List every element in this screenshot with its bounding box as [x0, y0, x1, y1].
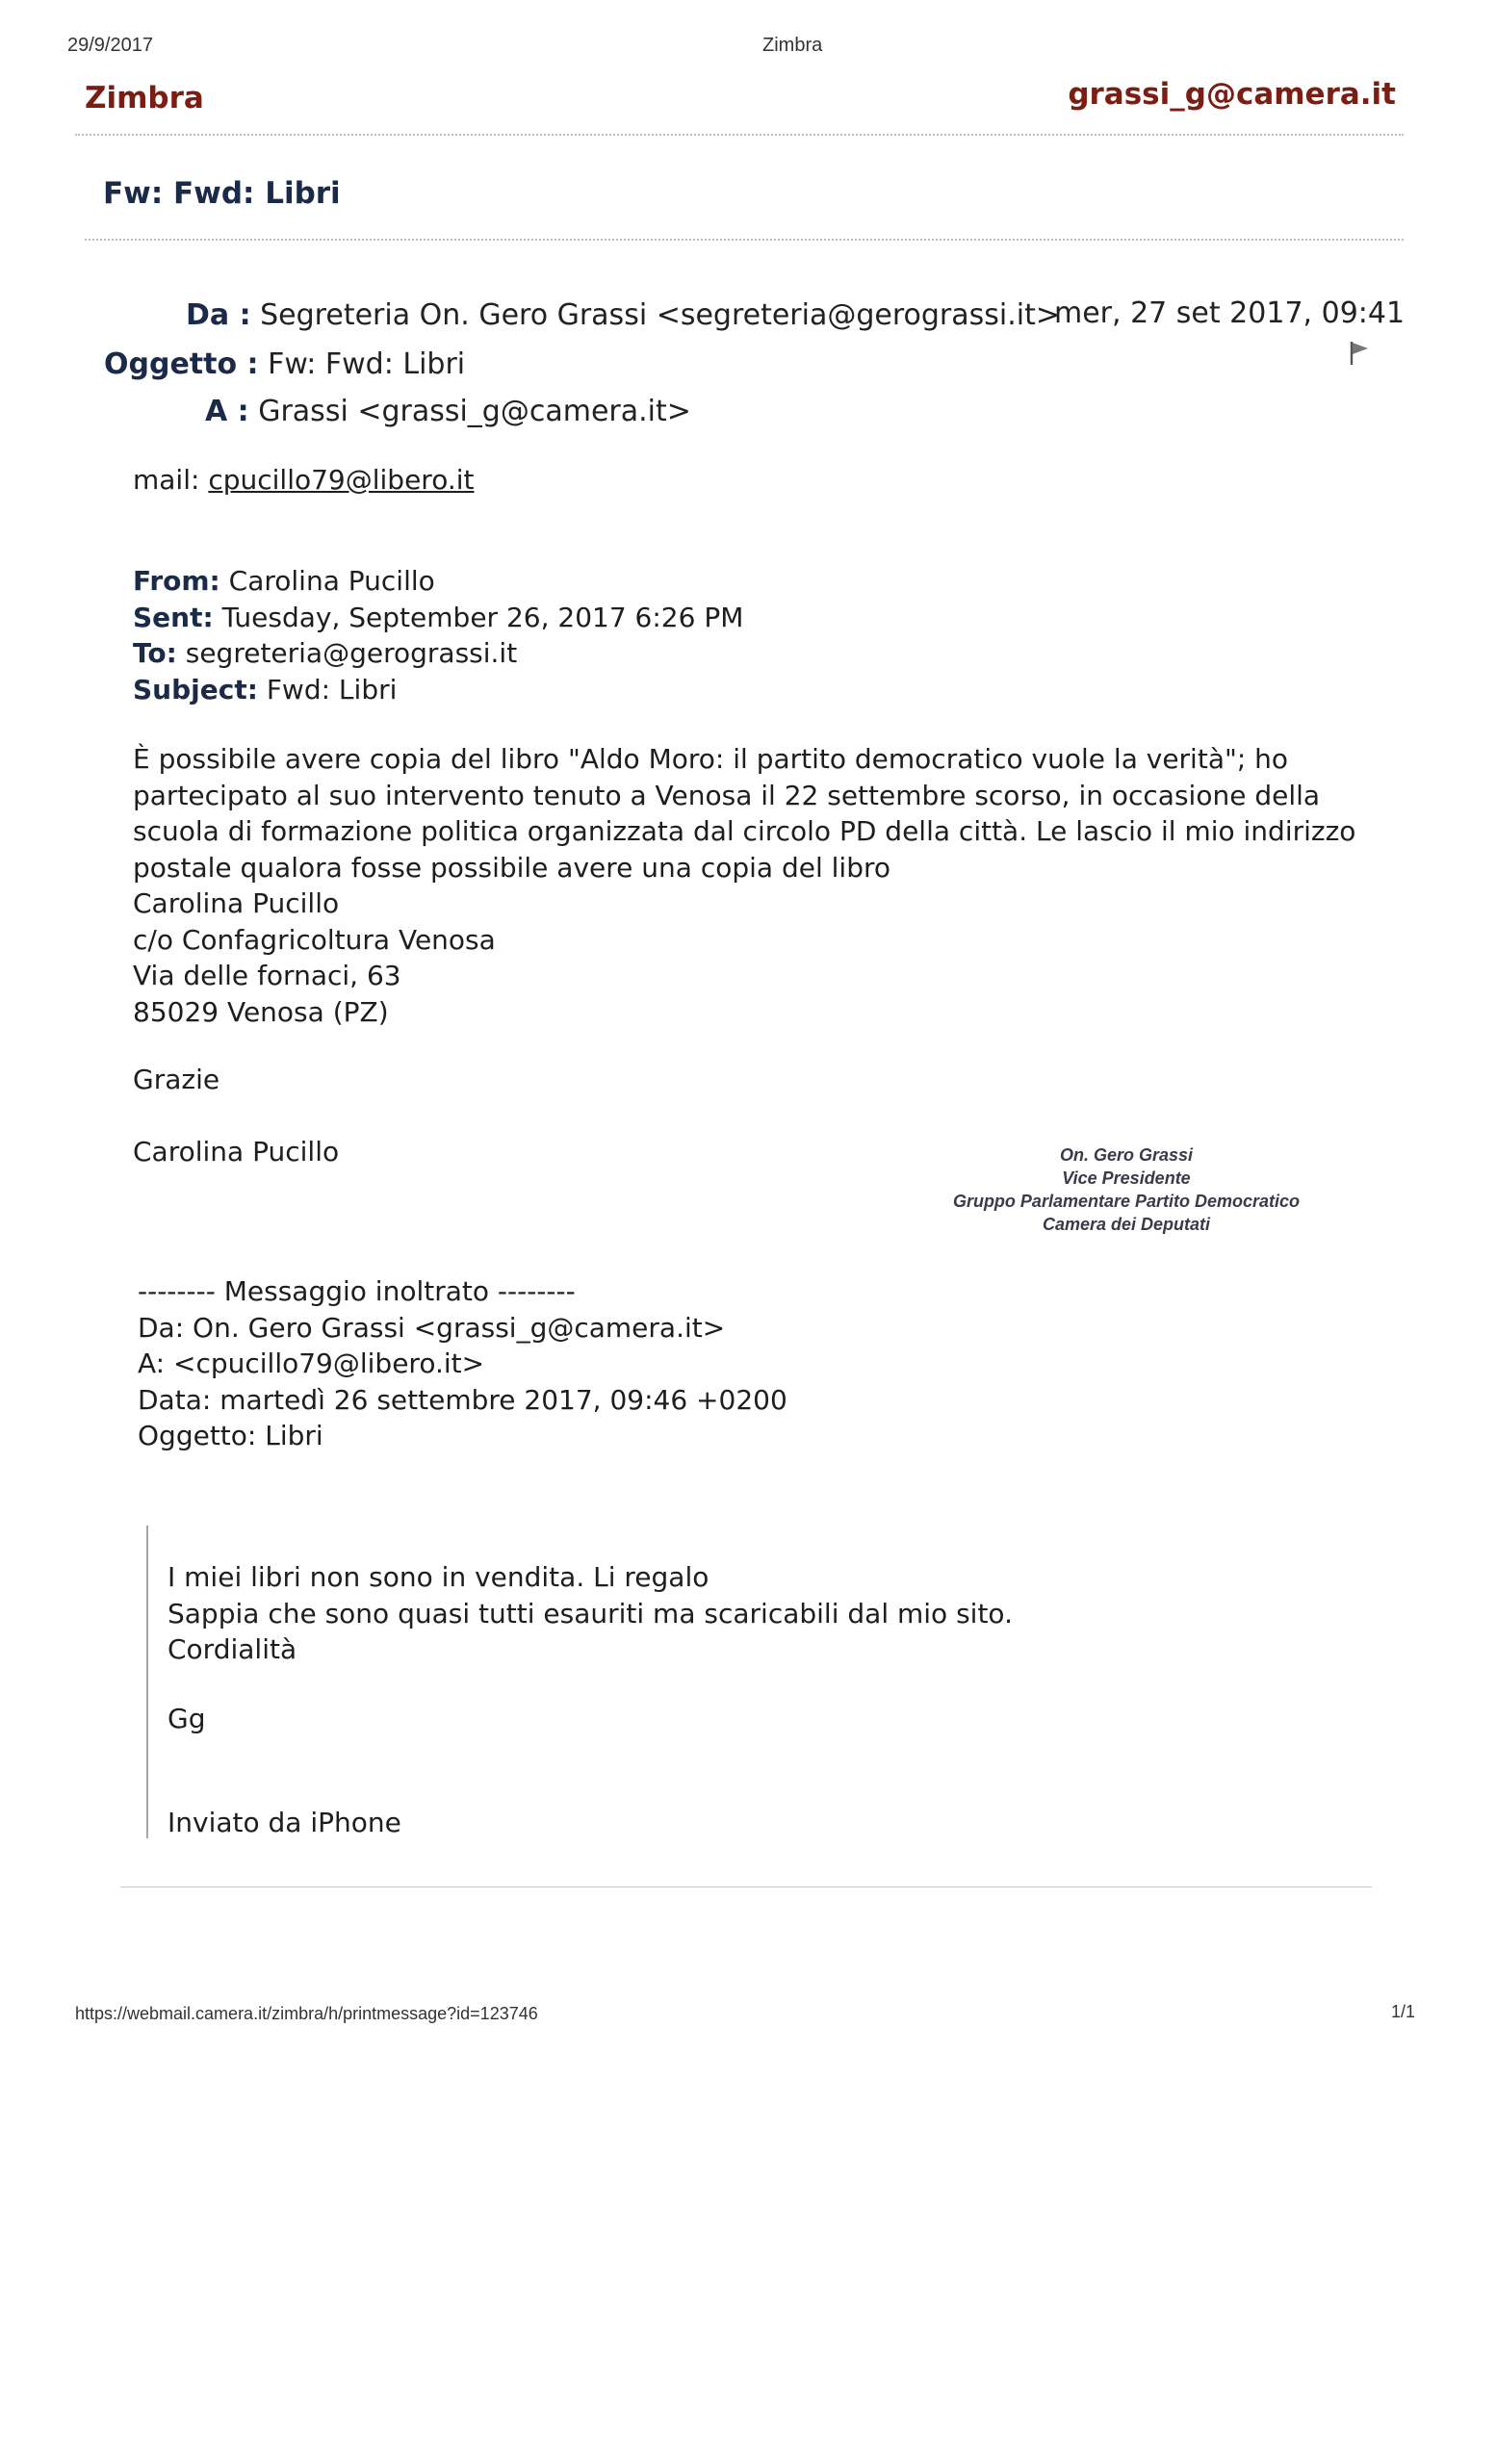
page-number: 1/1	[1391, 2002, 1416, 2021]
forwarded-line: Oggetto: Libri	[138, 1420, 323, 1451]
quoted-line: Sappia che sono quasi tutti esauriti ma scaricabili dal mio sito.	[168, 1597, 1013, 1630]
stamp-line: Gruppo Parlamentare Partito Democratico	[952, 1192, 1301, 1211]
stamp-line: On. Gero Grassi	[1059, 1145, 1194, 1165]
forwarded-line: Da: On. Gero Grassi <grassi_g@camera.it>	[138, 1311, 726, 1344]
subject-value: Fw: Fwd: Libri	[268, 347, 466, 381]
outlook-header-block	[133, 563, 743, 707]
print-date: 29/9/2017	[67, 35, 153, 56]
outlook-from-value: Carolina Pucillo	[219, 565, 435, 597]
title-divider	[85, 239, 1404, 241]
quoted-sent-from: Inviato da iPhone	[168, 1807, 401, 1838]
outlook-to-line	[133, 635, 743, 672]
request-line: scuola di formazione politica organizzata dal circolo PD della città. Le lascio il mio indirizzo	[133, 815, 1356, 847]
outlook-to-label: To:	[133, 637, 177, 669]
header-to-row	[205, 395, 691, 428]
subject-label: Oggetto :	[104, 347, 259, 381]
from-value: Segreteria On. Gero Grassi <segreteria@gerograssi.it>	[260, 298, 1061, 332]
outlook-sent-value: Tuesday, September 26, 2017 6:26 PM	[213, 601, 744, 633]
thanks-text: Grazie	[133, 1064, 220, 1095]
outlook-sent-label: Sent:	[133, 601, 214, 633]
request-line: c/o Confagricoltura Venosa	[133, 923, 496, 956]
header-from-row	[186, 298, 1060, 332]
request-line: Carolina Pucillo	[133, 887, 340, 919]
quoted-initials: Gg	[168, 1703, 206, 1734]
forwarded-line: A: <cpucillo79@libero.it>	[138, 1348, 485, 1379]
to-value: Grassi <grassi_g@camera.it>	[258, 395, 691, 428]
quoted-reply	[168, 1559, 1013, 1668]
to-label: A :	[205, 395, 249, 428]
forwarded-block	[138, 1273, 787, 1454]
zimbra-brand: Zimbra	[85, 81, 204, 116]
print-url: https://webmail.camera.it/zimbra/h/printmessage?id=123746	[75, 2004, 538, 2023]
request-paragraph	[133, 741, 1355, 1030]
outlook-subject-label: Subject:	[133, 673, 258, 706]
request-line: Via delle fornaci, 63	[133, 960, 401, 991]
mail-line	[133, 462, 475, 499]
outlook-sent-line	[133, 600, 743, 636]
quoted-line: Cordialità	[168, 1633, 297, 1665]
request-line: 85029 Venosa (PZ)	[133, 995, 389, 1028]
stamp-line: Vice Presidente	[1062, 1168, 1191, 1188]
footer-divider	[120, 1886, 1372, 1887]
flag-icon[interactable]	[1349, 341, 1370, 366]
outlook-from-label: From:	[133, 565, 220, 597]
outlook-subject-line	[133, 672, 743, 708]
account-email: grassi_g@camera.it	[1068, 77, 1396, 112]
from-label: Da :	[186, 298, 251, 332]
message-date: mer, 27 set 2017, 09:41	[1054, 296, 1406, 330]
message-title: Fw: Fwd: Libri	[103, 176, 341, 211]
request-line: partecipato al suo intervento tenuto a Venosa il 22 settembre scorso, in occasione della	[133, 779, 1321, 811]
header-divider	[75, 134, 1404, 136]
stamp-line: Camera dei Deputati	[1042, 1215, 1211, 1234]
forwarded-line: Data: martedì 26 settembre 2017, 09:46 +0200	[138, 1383, 787, 1416]
outlook-subject-value: Fwd: Libri	[257, 673, 398, 706]
header-subject-row	[104, 347, 465, 381]
parliament-stamp	[915, 1143, 1338, 1236]
outlook-from-line	[133, 563, 743, 600]
request-line: È possibile avere copia del libro "Aldo Moro: il partito democratico vuole la verità"; ho	[133, 743, 1289, 775]
mail-label: mail:	[133, 464, 209, 496]
signature-text: Carolina Pucillo	[133, 1136, 340, 1168]
print-app-title: Zimbra	[762, 35, 823, 56]
forwarded-separator: -------- Messaggio inoltrato --------	[138, 1275, 576, 1307]
quote-bar	[146, 1526, 148, 1838]
request-line: postale qualora fosse possibile avere una copia del libro	[133, 851, 891, 884]
outlook-to-value: segreteria@gerograssi.it	[176, 637, 518, 669]
mail-link[interactable]: cpucillo79@libero.it	[208, 464, 475, 496]
quoted-line: I miei libri non sono in vendita. Li regalo	[168, 1561, 709, 1593]
